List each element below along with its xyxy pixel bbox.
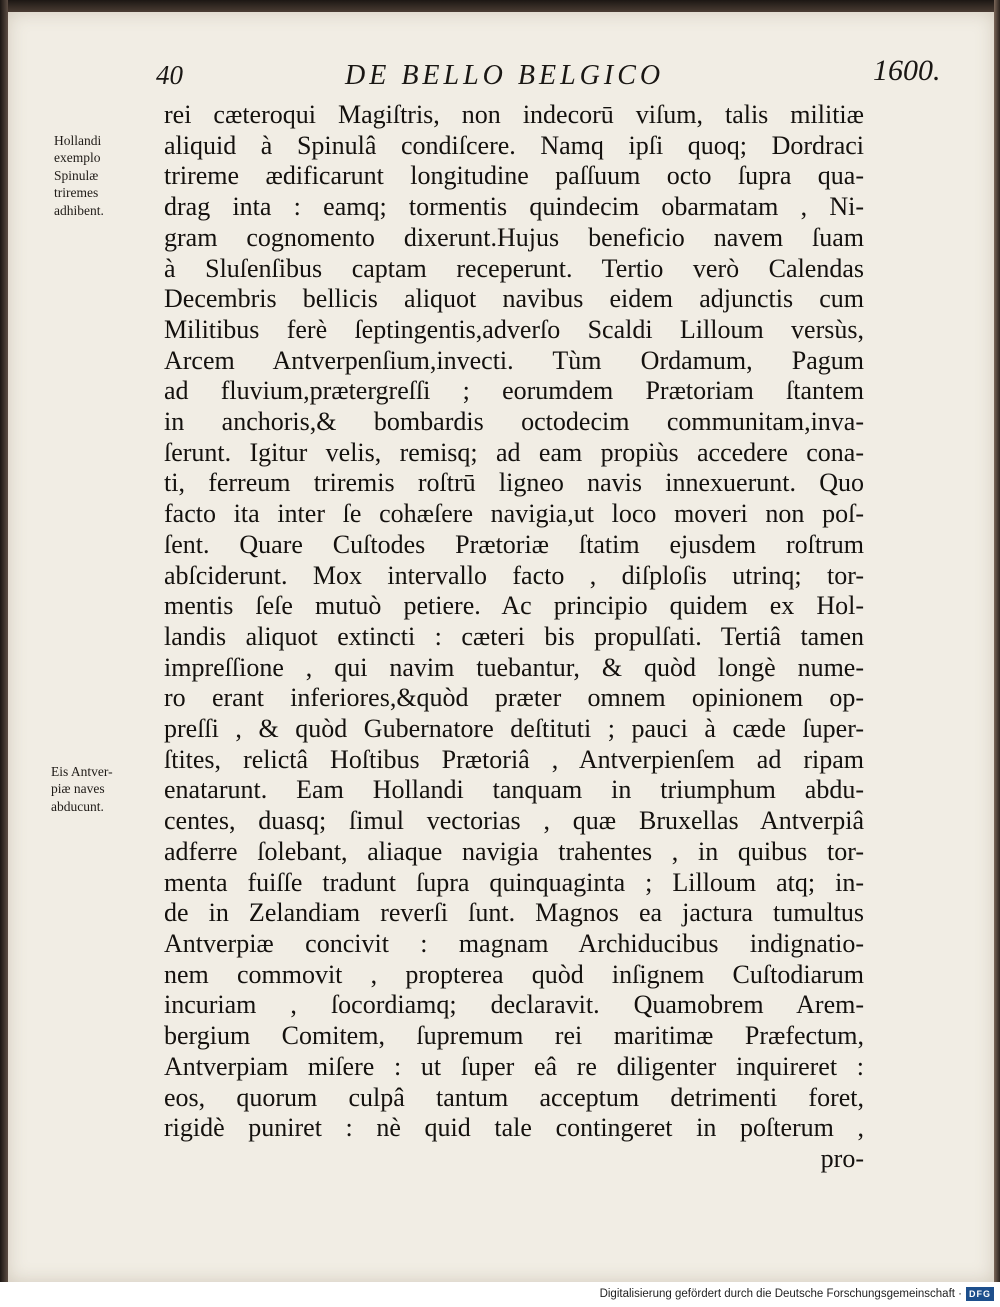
- text-line: ro erant inferiores,&quòd præter omnem opinionem op-: [164, 683, 864, 713]
- text-line: gram cognomento dixerunt.Hujus beneficio navem ſuam: [164, 222, 864, 252]
- marginal-note-hollandi: [54, 132, 104, 219]
- text-line: incuriam , ſocordiamq; declaravit. Quamobrem Arem-: [164, 990, 864, 1020]
- book-page: [8, 12, 994, 1282]
- marginal-note-line: triremes: [54, 185, 99, 201]
- text-line: à Sluſenſibus captam receperunt. Tertio verò Calendas: [164, 253, 864, 283]
- marginal-note-antverpiae: [51, 763, 113, 815]
- running-title: DE BELLO BELGICO: [345, 60, 665, 91]
- text-line: de in Zelandiam reverſi ſunt. Magnos ea jactura tumultus: [164, 898, 864, 928]
- text-line: ad fluvium,prætergreſſi ; eorumdem Prætoriam ſtantem: [164, 376, 864, 406]
- text-line: bergium Comitem, ſupremum rei maritimæ Præfectum,: [164, 1021, 864, 1051]
- text-line: Militibus ferè ſeptingentis,adverſo Scaldi Lilloum versùs,: [164, 314, 864, 344]
- text-line: ſent. Quare Cuſtodes Prætoriæ ſtatim ejusdem roſtrum: [164, 529, 864, 559]
- text-line: nem commovit , propterea quòd inſignem Cuſtodiarum: [164, 959, 864, 989]
- marginal-note-line: piæ naves: [51, 781, 105, 797]
- main-text-block: [164, 100, 864, 1175]
- text-line: eos, quorum culpâ tantum acceptum detrimenti foret,: [164, 1082, 864, 1112]
- text-line: drag inta : eamq; tormentis quindecim obarmatam , Ni-: [164, 192, 864, 222]
- text-line: in anchoris,& bombardis octodecim communitam,inva-: [164, 407, 864, 437]
- text-line: adferre ſolebant, aliaque navigia trahentes , in quibus tor-: [164, 836, 864, 866]
- text-line: trireme ædificarunt longitudine paſſuum octo ſupra qua-: [164, 161, 864, 191]
- text-line: Arcem Antverpenſium,invecti. Tùm Ordamum, Pagum: [164, 345, 864, 375]
- text-line: Antverpiam miſere : ut ſuper eâ re diligenter inquireret :: [164, 1051, 864, 1081]
- text-line: aliquid à Spinulâ condiſcere. Namq ipſi quoq; Dordraci: [164, 130, 864, 160]
- book-edge-right: [994, 0, 1000, 1290]
- page-header: [8, 60, 994, 100]
- book-edge-top: [0, 0, 1000, 12]
- text-line: Decembris bellicis aliquot navibus eidem adjunctis cum: [164, 284, 864, 314]
- text-line: rei cæteroqui Magiſtris, non indecorū viſum, talis militiæ: [164, 100, 864, 129]
- text-line: centes, duasq; ſimul vectorias , quæ Bruxellas Antverpiâ: [164, 806, 864, 836]
- text-line: facto ita inter ſe cohæſere navigia,ut loco moveri non poſ-: [164, 499, 864, 529]
- marginal-note-line: Hollandi: [54, 133, 102, 148]
- margin-year: 1600.: [873, 54, 941, 87]
- book-edge-left: [0, 0, 8, 1290]
- text-line: preſſi , & quòd Gubernatore deſtituti ; pauci à cæde ſuper-: [164, 714, 864, 744]
- marginal-note-line: abducunt.: [51, 798, 104, 814]
- text-line: ſtites, relictâ Hoſtibus Prætoriâ , Antverpienſem ad ripam: [164, 744, 864, 774]
- text-line: landis aliquot extincti : cæteri bis propulſati. Tertiâ tamen: [164, 621, 864, 651]
- funding-notice: Digitalisierung gefördert durch die Deutsche Forschungsgemeinschaft ·: [599, 1288, 962, 1300]
- page-number: 40: [156, 60, 183, 90]
- text-line: abſciderunt. Mox intervallo facto , diſploſis utrinq; tor-: [164, 560, 864, 590]
- text-line: pro-: [820, 1143, 864, 1173]
- text-line: Antverpiæ concivit : magnam Archiducibus indignatio-: [164, 928, 864, 958]
- marginal-note-line: Spinulæ: [54, 167, 99, 183]
- text-line: ſerunt. Igitur velis, remisq; ad eam propiùs accedere cona-: [164, 437, 864, 467]
- text-line: mentis ſeſe mutuò petiere. Ac principio quidem ex Hol-: [164, 591, 864, 621]
- dfg-logo-icon: DFG: [966, 1287, 994, 1301]
- text-line: menta fuiſſe tradunt ſupra quinquaginta ; Lilloum atq; in-: [164, 867, 864, 897]
- marginal-note-line: adhibent.: [54, 202, 104, 218]
- text-line: impreſſione , qui navim tuebantur, & quòd longè nume-: [164, 652, 864, 682]
- footer-bar: [0, 1282, 1000, 1307]
- text-line: rigidè puniret : nè quid tale contingeret in poſterum ,: [164, 1113, 864, 1143]
- text-line: enatarunt. Eam Hollandi tanquam in triumphum abdu-: [164, 775, 864, 805]
- text-line: ti, ferreum triremis roſtrū ligneo navis innexuerunt. Quo: [164, 468, 864, 498]
- marginal-note-line: exemplo: [54, 150, 101, 166]
- marginal-note-line: Eis Antver-: [51, 764, 113, 779]
